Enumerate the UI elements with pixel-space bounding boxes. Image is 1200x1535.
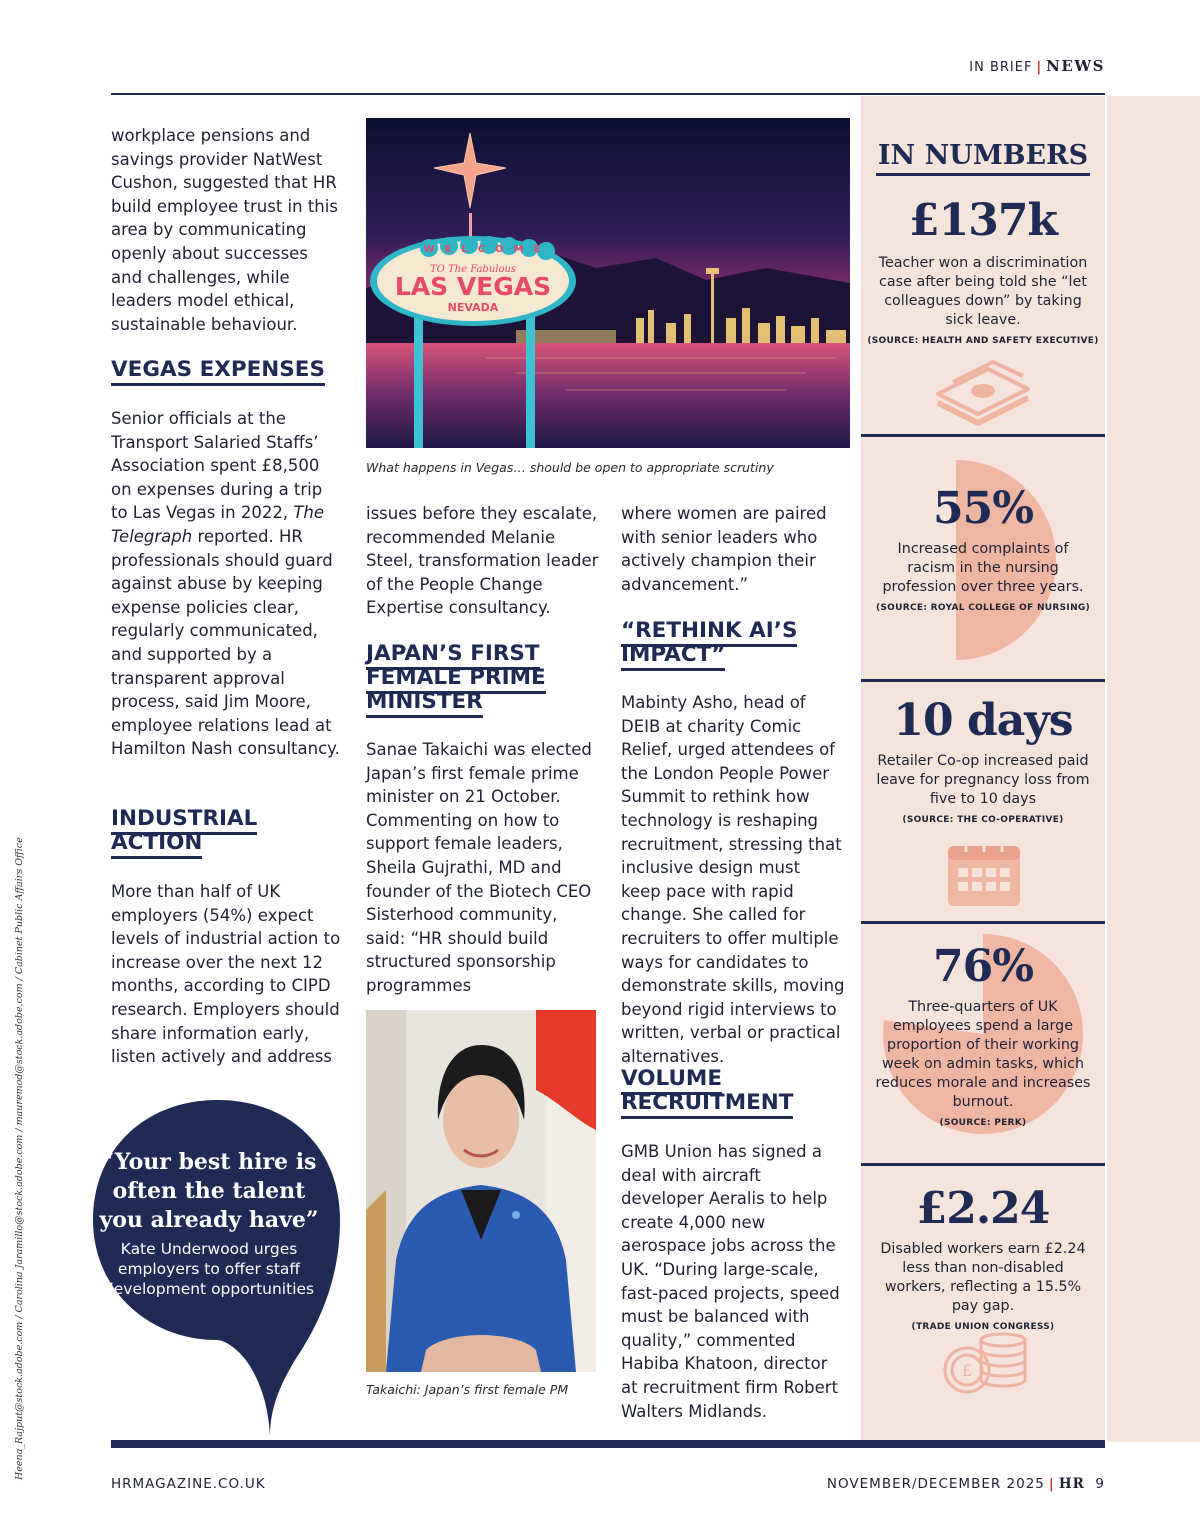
welcome-text: WELCOME xyxy=(423,244,551,255)
header-separator: | xyxy=(1036,60,1043,75)
stat-divider xyxy=(861,1163,1105,1166)
category-label: NEWS xyxy=(1046,57,1105,75)
section-header xyxy=(969,57,1105,75)
volume-heading-text: VOLUME RECRUITMENT xyxy=(621,1066,793,1119)
top-rule xyxy=(111,93,1105,95)
banknotes-icon xyxy=(933,354,1033,426)
quote-text: “Your best hire is often the talent you already have” xyxy=(99,1149,319,1233)
col2-paragraph: issues before they escalate, recommended Melanie Steel, transformation leader of the People Change Expertise consultancy. xyxy=(366,504,599,618)
ai-article xyxy=(621,691,845,1069)
coins-icon xyxy=(941,1326,1031,1398)
stat-description: Three-quarters of UK employees spend a large proportion of their working week on admin tasks, which reduces morale and increases burnout. xyxy=(875,999,1091,1110)
stat-description: Teacher won a discrimination case after being told she “let colleagues down” by taking sick leave. xyxy=(878,255,1088,328)
photo-caption: Takaichi: Japan’s first female PM xyxy=(366,1382,569,1397)
stat-description: Increased complaints of racism in the nursing profession over three years. xyxy=(882,541,1084,595)
footer-issue xyxy=(827,1476,1105,1492)
stat-divider xyxy=(861,679,1105,682)
photo-credit: Heena_Rajput@stock.adobe.com / Carolina Jaramillo@stock.adobe.com / mauremod@stock.adobe.com / Cabinet Public Affairs Office xyxy=(14,837,25,1480)
fabulous-text: TO The Fabulous xyxy=(429,264,517,275)
stat-source: (SOURCE: ROYAL COLLEGE OF NURSING) xyxy=(875,603,1091,613)
industrial-heading-text: INDUSTRIAL ACTION xyxy=(111,806,257,859)
vegas-heading-text: VEGAS EXPENSES xyxy=(111,357,325,386)
vegas-heading xyxy=(111,358,351,382)
stat-value: £137k xyxy=(909,195,1057,246)
footer-site: HRMAGAZINE.CO.UK xyxy=(111,1476,266,1492)
stat-value: 76% xyxy=(932,941,1034,992)
japan-heading xyxy=(366,642,566,714)
japan-article xyxy=(366,738,600,998)
vegas-paragraph: Senior officials at the Transport Salaried Staffs’ Association spent £8,500 on expenses during a trip to Las Vegas in 2022, The Telegraph reported. HR professionals should guard against abuse by keeping expense policies clear, regularly communicated, and supported by a transparent approval process, said Jim Moore, employee relations lead at Hamilton Nash consultancy. xyxy=(111,409,340,759)
vegas-article xyxy=(111,407,343,761)
svg-text:£: £ xyxy=(961,1361,973,1380)
stat-source: (SOURCE: PERK) xyxy=(939,1118,1027,1128)
industrial-article xyxy=(111,880,343,1069)
volume-heading xyxy=(621,1067,821,1115)
stat-description: Retailer Co-op increased paid leave for pregnancy loss from five to 10 days xyxy=(876,753,1090,807)
stat-10-days xyxy=(861,696,1105,825)
stat-description: Disabled workers earn £2.24 less than non-disabled workers, reflecting a 15.5% pay gap. xyxy=(880,1241,1086,1314)
intro-paragraph: workplace pensions and savings provider NatWest Cushon, suggested that HR build employee trust in this area by communicating openly about successes and challenges, while leaders model ethical, sustainable behaviour. xyxy=(111,126,338,334)
stat-divider xyxy=(861,434,1105,437)
takaichi-photo xyxy=(366,1010,596,1372)
las-vegas-sign-image xyxy=(366,118,850,448)
quote-subtext: Kate Underwood urges employers to offer staff development opportunities xyxy=(103,1240,315,1298)
pull-quote xyxy=(98,1148,320,1299)
stat-value: 10 days xyxy=(893,695,1073,746)
col3-intro xyxy=(621,502,845,596)
page-number: 9 xyxy=(1095,1476,1105,1492)
stat-55-percent xyxy=(861,484,1105,613)
stat-source: (SOURCE: THE CO-OPERATIVE) xyxy=(902,815,1064,825)
stat-2-24 xyxy=(861,1184,1105,1332)
page-edge-strip xyxy=(1107,96,1200,1442)
calendar-icon xyxy=(946,836,1022,908)
ai-heading-text: “RETHINK AI’S IMPACT” xyxy=(621,618,797,671)
nevada-text: NEVADA xyxy=(447,301,499,314)
bottom-rule xyxy=(111,1440,1105,1448)
japan-heading-text: JAPAN’S FIRST FEMALE PRIME MINISTER xyxy=(366,641,546,718)
japan-paragraph: Sanae Takaichi was elected Japan’s first female prime minister on 21 October. Commenting on how to support female leaders, Sheila Gujrathi, MD and founder of the Biotech CEO Sisterhood community, said: “HR should build structured sponsorship programmes xyxy=(366,740,592,995)
stat-source: (SOURCE: HEALTH AND SAFETY EXECUTIVE) xyxy=(867,336,1099,346)
stat-source: (TRADE UNION CONGRESS) xyxy=(911,1322,1055,1332)
col3-paragraph: where women are paired with senior leaders who actively champion their advancement.” xyxy=(621,504,827,594)
stat-value: £2.24 xyxy=(916,1183,1050,1234)
col2-intro xyxy=(366,502,600,620)
col1-intro xyxy=(111,124,341,336)
volume-article xyxy=(621,1140,845,1423)
in-numbers-sidebar xyxy=(861,96,1105,1442)
stat-value: 55% xyxy=(932,483,1034,534)
ai-paragraph: Mabinty Asho, head of DEIB at charity Comic Relief, urged attendees of the London People Power Summit to rethink how technology is reshaping recruitment, stressing that inclusive design must keep pace with rapid change. She called for recruiters to offer multiple ways for candidates to demonstrate skills, moving beyond rigid interviews to written, verbal or practical alternatives. xyxy=(621,693,845,1066)
ai-heading xyxy=(621,619,821,667)
stat-divider xyxy=(861,921,1105,924)
industrial-paragraph: More than half of UK employers (54%) expect levels of industrial action to increase over the next 12 months, according to CIPD research. Employers should share information early, listen actively and address xyxy=(111,882,341,1067)
footer-separator: | xyxy=(1048,1476,1055,1492)
industrial-heading xyxy=(111,807,311,855)
magazine-brand: HR xyxy=(1058,1476,1085,1492)
in-numbers-title: IN NUMBERS xyxy=(861,140,1105,171)
section-label: IN BRIEF xyxy=(969,60,1033,75)
stat-137k xyxy=(861,196,1105,346)
stat-76-percent xyxy=(861,942,1105,1128)
volume-paragraph: GMB Union has signed a deal with aircraft developer Aeralis to help create 4,000 new aerospace jobs across the UK. “During large-scale, fast-paced projects, speed must be balanced with quality,” commented Habiba Khatoon, director at recruitment firm Robert Walters Midlands. xyxy=(621,1142,840,1421)
vegas-caption: What happens in Vegas… should be open to appropriate scrutiny xyxy=(366,460,774,475)
issue-date: NOVEMBER/DECEMBER 2025 xyxy=(826,1476,1045,1492)
las-vegas-text: LAS VEGAS xyxy=(394,272,552,301)
